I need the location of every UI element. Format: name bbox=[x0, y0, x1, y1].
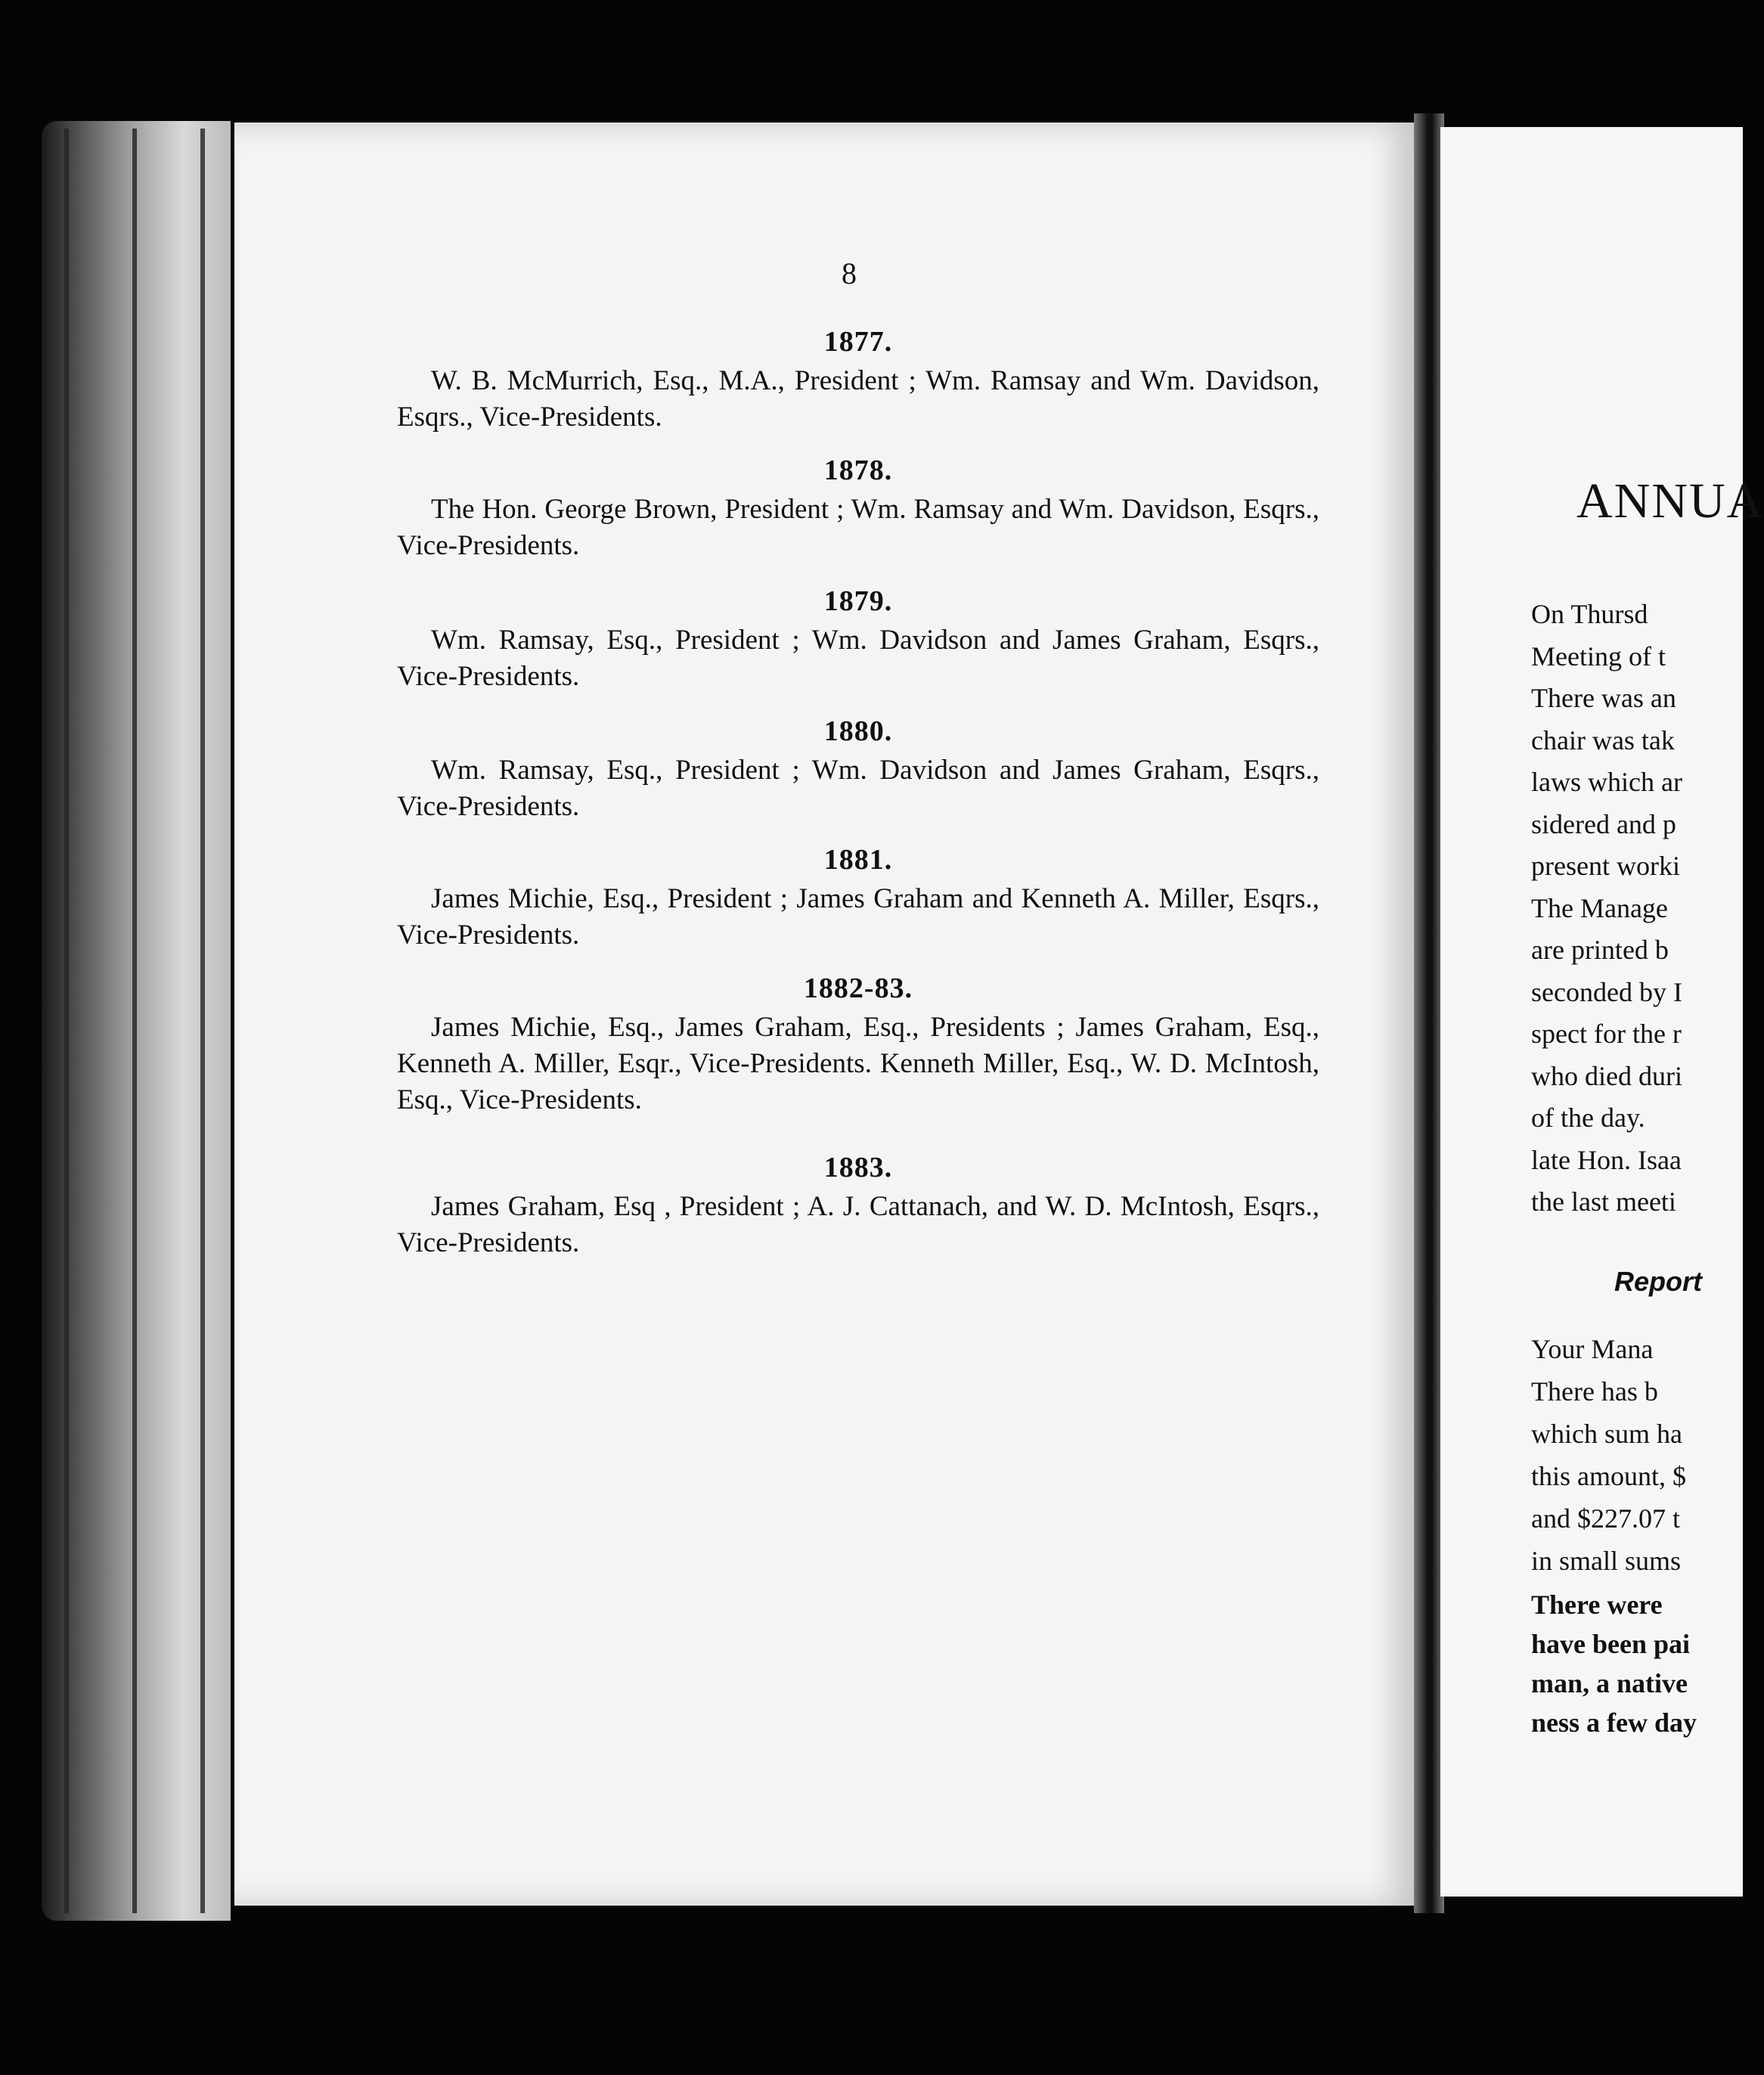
text-line: which sum ha bbox=[1531, 1419, 1682, 1449]
text-line: and $227.07 t bbox=[1531, 1503, 1680, 1534]
text-line: There has b bbox=[1531, 1376, 1658, 1407]
text-line: late Hon. Isaa bbox=[1531, 1144, 1682, 1175]
text-line: On Thursd bbox=[1531, 599, 1648, 629]
entry-year: 1879. bbox=[823, 585, 893, 617]
text-line: chair was tak bbox=[1531, 724, 1675, 755]
entry-year: 1882-83. bbox=[803, 972, 913, 1004]
text-line: ness a few day bbox=[1531, 1707, 1697, 1738]
entry-1879 bbox=[397, 585, 1319, 695]
entry-text: James Michie, Esq., President ; James Graham and Kenneth A. Miller, Esqrs., Vice-Presidents. bbox=[397, 883, 1319, 951]
entry-1881 bbox=[397, 843, 1319, 954]
entry-text: James Michie, Esq., James Graham, Esq., Presidents ; James Graham, Esq., Kenneth A. Miller, Esqr., Vice-Presidents. Kenneth Miller, Esq., W. D. McIntosh, Esq., Vice-Presidents. bbox=[397, 1012, 1319, 1115]
page-number: 8 bbox=[842, 256, 857, 290]
entry-1882-83 bbox=[397, 972, 1319, 1118]
text-line: in small sums bbox=[1531, 1546, 1682, 1576]
text-line: have been pai bbox=[1531, 1629, 1691, 1659]
book-gutter bbox=[1414, 113, 1444, 1913]
text-line: man, a native bbox=[1531, 1668, 1688, 1698]
entry-1883 bbox=[397, 1151, 1319, 1261]
text-line: seconded by I bbox=[1531, 976, 1682, 1007]
report-paragraph bbox=[1531, 1328, 1758, 1582]
text-line: of the day. bbox=[1531, 1103, 1645, 1133]
entry-year: 1877. bbox=[823, 326, 893, 358]
entry-text: James Graham, Esq , President ; A. J. Cattanach, and W. D. McIntosh, Esqrs., Vice-Presidents. bbox=[397, 1191, 1319, 1258]
page-stack-line bbox=[64, 129, 69, 1913]
text-line: The Manage bbox=[1531, 892, 1668, 923]
entry-1878 bbox=[397, 454, 1319, 564]
text-line: who died duri bbox=[1531, 1060, 1682, 1091]
entry-text: Wm. Ramsay, Esq., President ; Wm. Davidson and James Graham, Esqrs., Vice-Presidents. bbox=[397, 625, 1319, 692]
text-line: sidered and p bbox=[1531, 808, 1676, 839]
report-heading: Report bbox=[1614, 1266, 1702, 1297]
text-line: laws which ar bbox=[1531, 767, 1682, 797]
text-line: There was an bbox=[1531, 683, 1676, 713]
page-stack-line bbox=[132, 129, 137, 1913]
page-stack-line bbox=[200, 129, 205, 1913]
entry-text: W. B. McMurrich, Esq., M.A., President ; Wm. Ramsay and Wm. Davidson, Esqrs., Vice-Presidents. bbox=[397, 365, 1319, 433]
text-line: are printed b bbox=[1531, 935, 1669, 965]
text-line: Your Mana bbox=[1531, 1334, 1654, 1364]
entry-year: 1883. bbox=[823, 1152, 893, 1183]
text-line: spect for the r bbox=[1531, 1019, 1682, 1049]
right-page-paragraph bbox=[1531, 594, 1758, 1224]
text-line: There were bbox=[1531, 1590, 1663, 1620]
entry-text: The Hon. George Brown, President ; Wm. Ramsay and Wm. Davidson, Esqrs., Vice-Presidents. bbox=[397, 494, 1319, 561]
entry-1877 bbox=[397, 325, 1319, 436]
right-page-heading: ANNUA bbox=[1576, 473, 1764, 529]
entry-year: 1878. bbox=[823, 454, 893, 486]
text-line: present worki bbox=[1531, 851, 1680, 881]
text-line: this amount, $ bbox=[1531, 1461, 1686, 1491]
text-line: the last meeti bbox=[1531, 1186, 1676, 1217]
report-paragraph-2 bbox=[1531, 1585, 1758, 1742]
entry-year: 1880. bbox=[823, 715, 893, 747]
entry-1880 bbox=[397, 715, 1319, 825]
entry-text: Wm. Ramsay, Esq., President ; Wm. Davidson and James Graham, Esqrs., Vice-Presidents. bbox=[397, 755, 1319, 822]
entry-year: 1881. bbox=[823, 844, 893, 876]
text-line: Meeting of t bbox=[1531, 640, 1666, 672]
